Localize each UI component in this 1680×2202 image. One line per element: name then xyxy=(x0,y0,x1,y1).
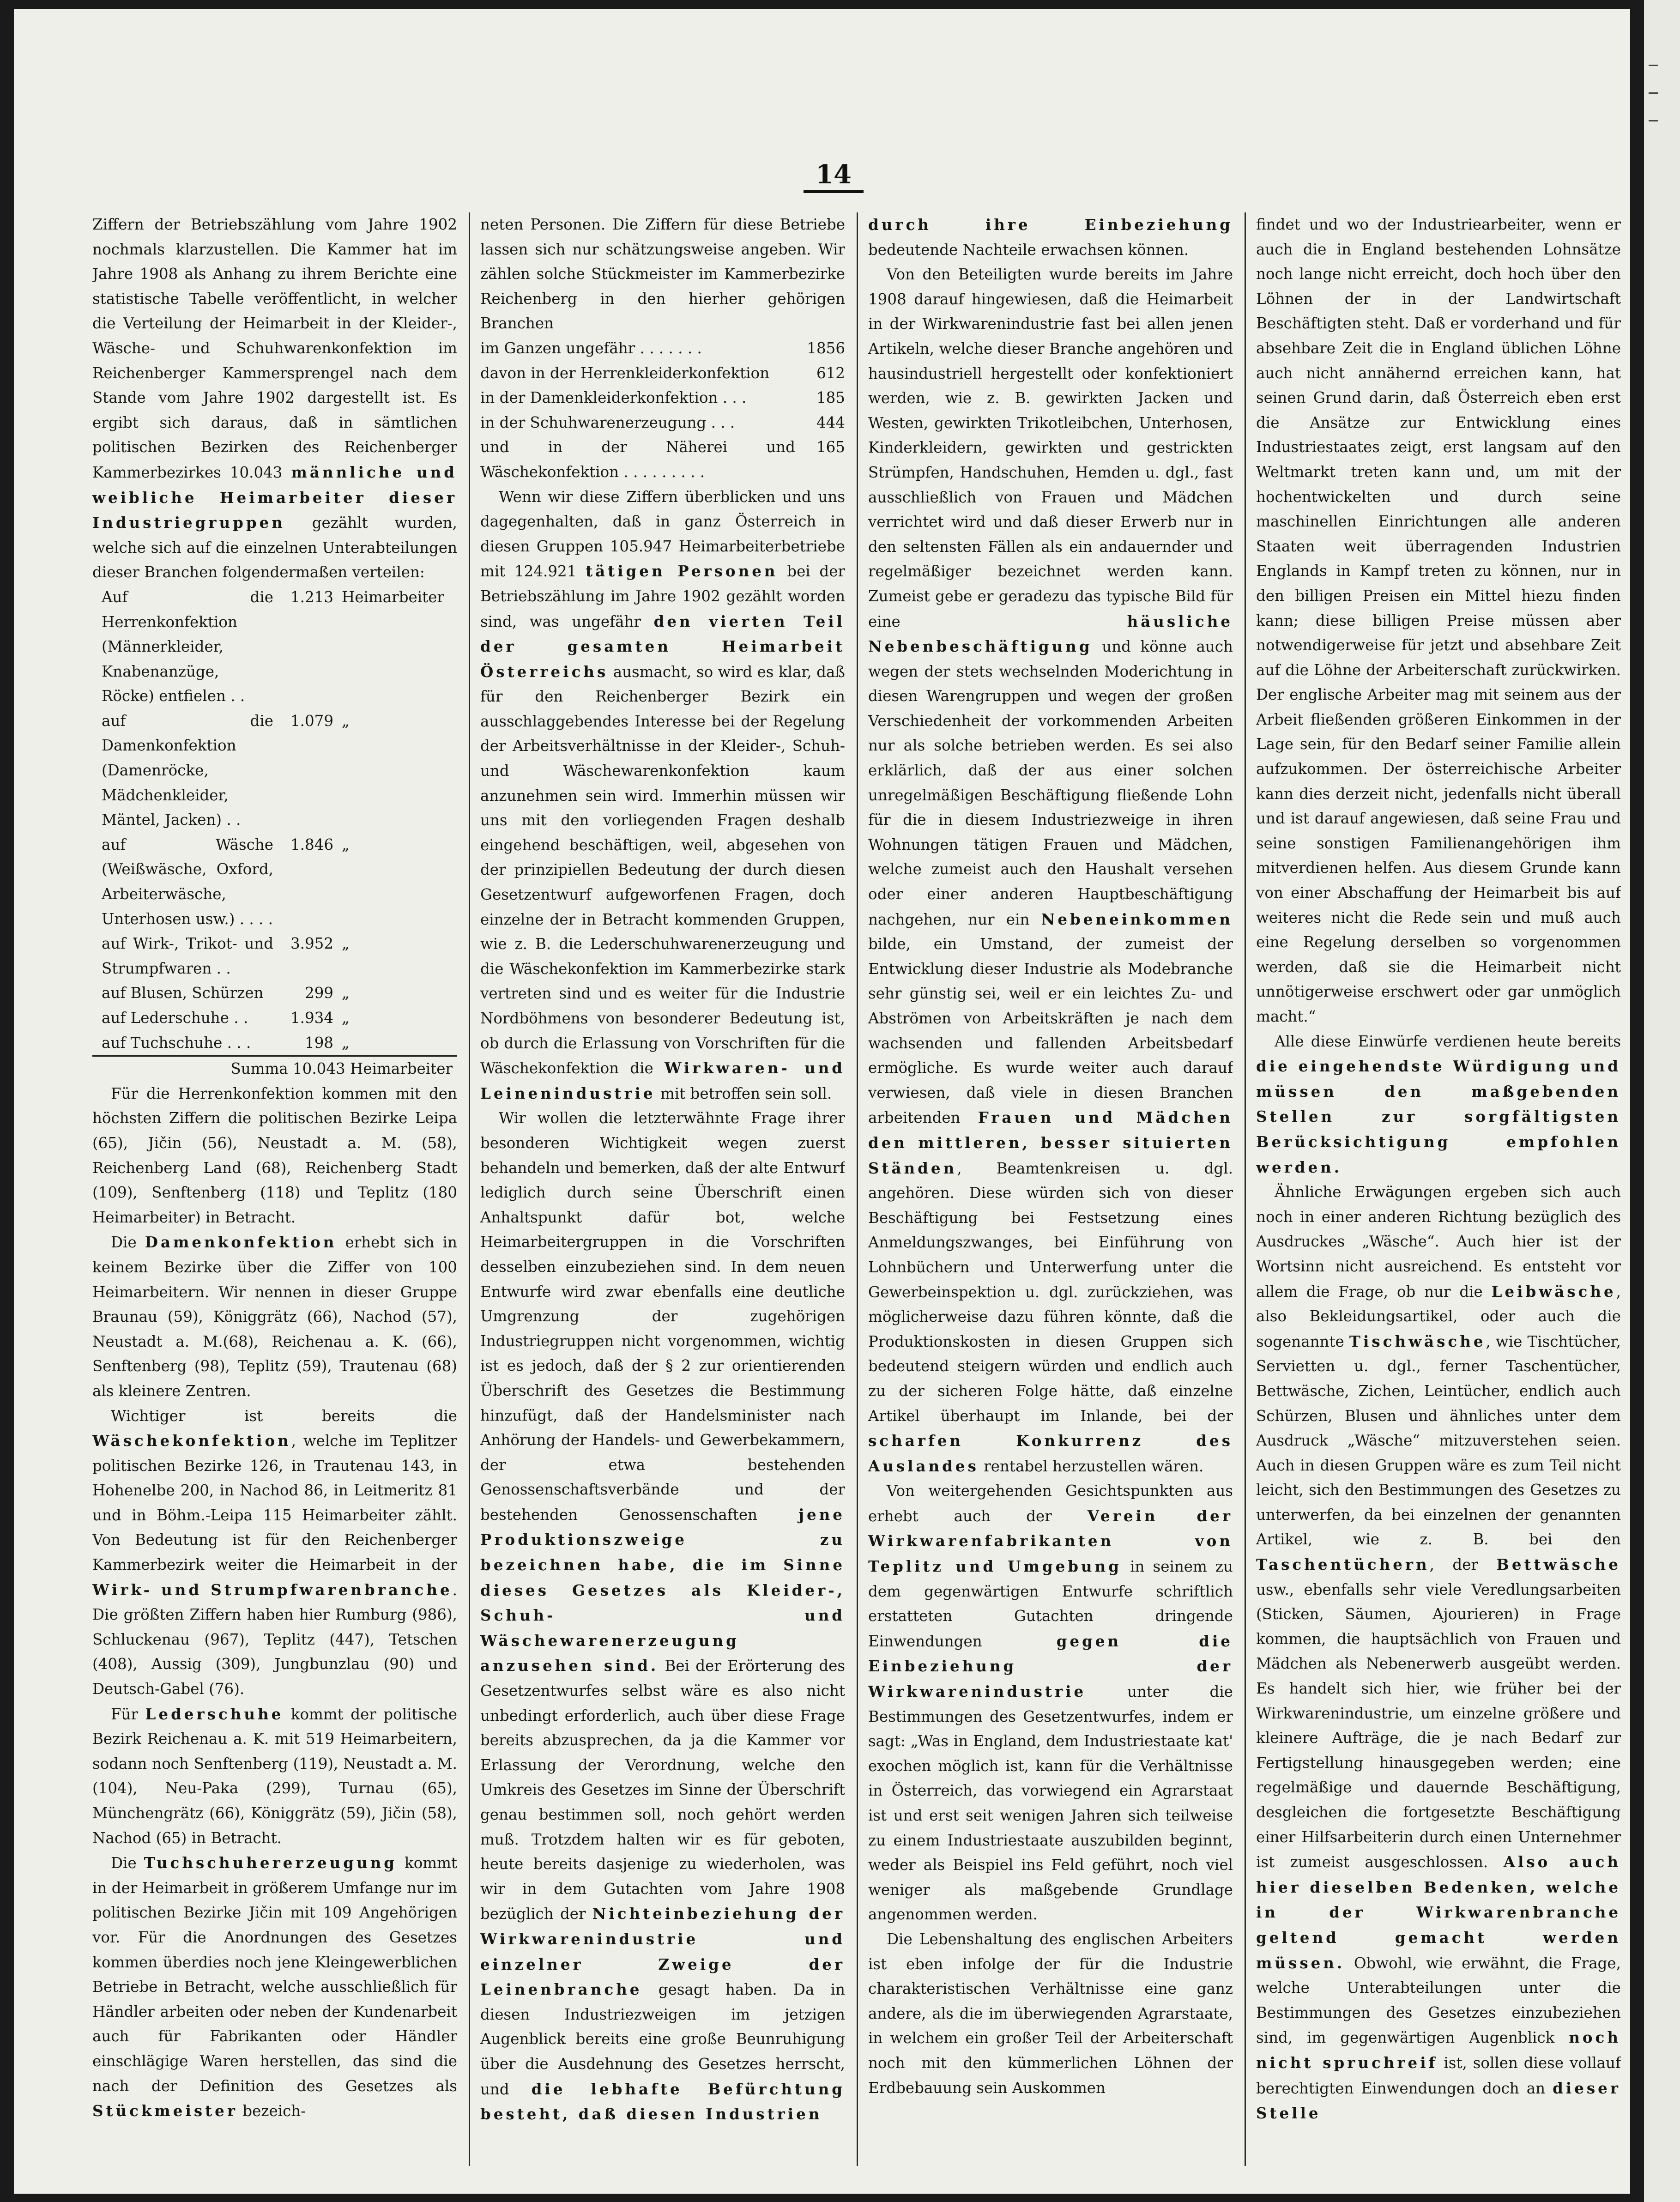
text-columns xyxy=(92,212,1621,2166)
page-number: 14 xyxy=(804,162,864,193)
paragraph: Für die Herrenkonfektion kommen mit den höchsten Ziffern die politischen Bezirke Leipa (65), Jičin (56), Neustadt a. M. (58), Reichenberg Land (68), Reichenberg Stadt (109), Senftenberg (118) und Teplitz (180 Heimarbeiter) in Betracht. xyxy=(92,1084,457,1226)
paragraph: durch ihre Einbeziehung bedeutende Nachteile erwachsen können. xyxy=(868,216,1233,259)
paragraph: Von den Beteiligten wurde bereits im Jahre 1908 darauf hingewiesen, daß die Heimarbeit in der Wirkwarenindustrie fast bei allen jenen Artikeln, welche dieser Branche angehören und hausindustriell hergestellt oder konfektioniert werden, wie z. B. gewirkten Jacken und Westen, gewirkten Trikotleibchen, Unterhosen, Kinderkleidern, gewirkten und gestrickten Strümpfen, Handschuhen, Hemden u. dgl., fast ausschließlich von Frauen und Mädchen verrichtet wird und daß dieser Erwerb nur in den seltensten Fällen als ein andauernder und regelmäßiger bezeichnet werden kann. Zumeist gebe er geradezu das typische Bild für eine häusliche Nebenbeschäftigung und könne auch wegen der stets wechselnden Moderichtung in diesen Warengruppen und wegen der großen Verschiedenheit der vorkommenden Arbeiten nur als solche betrieben werden. Es sei also erklärlich, daß der aus einer solchen unregelmäßigen Beschäftigung fließende Lohn für die in diesem Industriezweige in ihren Wohnungen tätigen Frauen und Mädchen, welche zumeist auch den Haushalt versehen oder einer anderen Hauptbeschäftigung nachgehen, nur ein Nebeneinkommen bilde, ein Umstand, der zumeist der Entwicklung dieser Industrie als Modebranche sehr günstig sei, weil er ein leichtes Zu- und Abströmen von Arbeitskräften je nach dem wachsenden und fallenden Arbeitsbedarf ermögliche. Es wurde weiter auch darauf verwiesen, daß viele in diesen Branchen arbeitenden Frauen und Mädchen den mittleren, besser situierten Ständen, Beamtenkreisen u. dgl. angehören. Diese würden sich von dieser Beschäftigung bei Festsetzung eines Anmeldungszwanges, bei Einführung von Lohnbüchern und Unterwerfung unter die Gewerbeinspektion u. dgl. zurückziehen, was möglicherweise dazu führen könnte, daß die Produktionskosten in diesen Gruppen sich bedeutend steigern würden und endlich auch zu der sicheren Folge hätte, daß einzelne Artikel überhaupt im Inlande, bei der scharfen Konkurrenz des Auslandes rentabel herzustellen wären. xyxy=(868,266,1233,1475)
table-sum: Summa 10.043 Heimarbeiter xyxy=(92,1055,457,1082)
paragraph: Von weitergehenden Gesichtspunkten aus erhebt auch der Verein der Wirkwarenfabrikanten von Teplitz und Umgebung in seinem zu dem gegenwärtigen Entwurfe schriftlich erstatteten Gutachten dringende Einwendungen gegen die Einbeziehung der Wirkwarenindustrie unter die Bestimmungen des Gesetzentwurfes, indem er sagt: „Was in England, dem Industriestaate kat' exochen möglich ist, kann für die Verhältnisse in Österreich, das vorwiegend ein Agrarstaat ist und erst seit wenigen Jahren sich teilweise zu einem Industriestaate auszubilden beginnt, weder als Beispiel ins Feld geführt, noch viel weniger als maßgebende Grundlage angenommen werden. xyxy=(868,1482,1233,1924)
paragraph: Ziffern der Betriebszählung vom Jahre 1902 nochmals klarzustellen. Die Kammer hat im Jahre 1908 als Anhang zu ihrem Berichte eine statistische Tabelle veröffentlicht, in welcher die Verteilung der Heimarbeit in der Kleider-, Wäsche- und Schuhwarenkonfektion im Reichenberger Kammersprengel nach dem Stande vom Jahre 1902 dargestellt ist. Es ergibt sich daraus, daß in sämtlichen politischen Bezirken des Reichenberger Kammerbezirkes 10.043 männliche und weibliche Heimarbeiter dieser Industriegruppen gezählt wurden, welche sich auf die einzelnen Unterabteilungen dieser Branchen folgendermaßen verteilen: xyxy=(92,216,457,581)
table-row: auf Wäsche (Weißwäsche, Oxford, Arbeiterwäsche, Unterhosen usw.) . . . . 1.846 „ xyxy=(102,835,350,928)
table-row: im Ganzen ungefähr . . . . . . . 1856 xyxy=(480,339,845,357)
paragraph: Alle diese Einwürfe verdienen heute bereits die eingehendste Würdigung und müssen den maßgebenden Stellen zur sorgfältigsten Berücksichtigung empfohlen werden. xyxy=(1256,1032,1621,1176)
paragraph: Wir wollen die letzterwähnte Frage ihrer besonderen Wichtigkeit wegen zuerst behandeln und bemerken, daß der alte Entwurf lediglich durch seine Überschrift einen Anhaltspunkt dafür bot, welche Heimarbeitergruppen in die Vorschriften desselben einzubeziehen sind. In dem neuen Entwurfe wird zwar ebenfalls eine deutliche Umgrenzung der zugehörigen Industriegruppen nicht vorgenommen, wichtig ist es jedoch, daß der § 2 zur orientierenden Überschrift des Gesetzes die Bestimmung hinzufügt, daß der Handelsminister nach Anhörung der Handels- und Gewerbekammern, der etwa bestehenden Genossenschaftsverbände und der bestehenden Genossenschaften jene Produktionszweige zu bezeichnen habe, die im Sinne dieses Gesetzes als Kleider-, Schuh- und Wäschewarenerzeugung anzusehen sind. Bei der Erörterung des Gesetzentwurfes selbst wäre es also nicht unbedingt erforderlich, auch über diese Frage bereits abzusprechen, da ja die Kammer vor Erlassung der Verordnung, welche den Umkreis des Gesetzes im Sinne der Überschrift genau bestimmen soll, noch gehört werden muß. Trotzdem halten wir es für geboten, heute bereits dasjenige zu wiederholen, was wir in dem Gutachten vom Jahre 1908 bezüglich der Nichteinbeziehung der Wirkwarenindustrie und einzelner Zweige der Leinenbranche gesagt haben. Da in diesen Industriezweigen im jetzigen Augenblick bereits eine große Beunruhigung über die Ausdehnung des Gesetzes herrscht, und die lebhafte Befürchtung besteht, daß diesen Industrien xyxy=(480,1109,845,2123)
paragraph: Ähnliche Erwägungen ergeben sich auch noch in einer anderen Richtung bezüglich des Ausdruckes „Wäsche“. Auch hier ist der Wortsinn nicht ausreichend. Es entsteht vor allem die Frage, ob nur die Leibwäsche, also Bekleidungsartikel, oder auch die sogenannte Tischwäsche, wie Tischtücher, Servietten u. dgl., ferner Taschentücher, Bettwäsche, Zichen, Leintücher, endlich auch Schürzen, Blusen und ähnliches unter dem Ausdruck „Wäsche“ mitzuverstehen seien. Auch in diesen Gruppen wäre es zum Teil nicht leicht, sich den Bestimmungen des Gesetzes zu unterwerfen, da bei einzelnen der genannten Artikel, wie z. B. bei den Taschentüchern, der Bettwäsche usw., ebenfalls sehr viele Veredlungsarbeiten (Sticken, Säumen, Ajourieren) in Frage kommen, die hauptsächlich von Frauen und Mädchen als Nebenerwerb ausgeübt werden. Es handelt sich hier, wie früher bei der Wirkwarenindustrie, um einzelne größere und kleinere Aufträge, die je nach Bedarf zur Fertigstellung hinausgegeben werden; eine regelmäßige und dauernde Beschäftigung, desgleichen die fortgesetzte Beschäftigung einer Hilfsarbeiterin durch einen Unternehmer ist zumeist ausgeschlossen. Also auch hier dieselben Bedenken, welche in der Wirkwarenbranche geltend gemacht werden müssen. Obwohl, wie erwähnt, die Frage, welche Unterabteilungen unter die Bestimmungen des Gesetzes einzubeziehen sind, im gegenwärtigen Augenblick noch nicht spruchreif ist, sollen diese vollauf berechtigten Einwendungen doch an dieser Stelle xyxy=(1256,1183,1621,2123)
heimarbeiter-table xyxy=(92,585,457,1055)
table-row: auf Wirk-, Trikot- und Strumpfwaren . . 3.952 „ xyxy=(102,935,350,977)
paragraph: Die Tuchschuhererzeugung kommt in der Heimarbeit in größerem Umfange nur im politischen Bezirke Jičin mit 109 Angehörigen vor. Für die Anordnungen des Gesetzes kommen überdies noch jene Kleingewerblichen Betriebe in Betracht, welche ausschließlich für Händler arbeiten oder neben der Kundenarbeit auch für Fabrikanten oder Händler einschlägige Waren herstellen, das sind die nach der Definition des Gesetzes als Stückmeister bezeich- xyxy=(92,1854,457,2120)
table-row: auf Tuchschuhe . . . 198 „ xyxy=(102,1034,350,1052)
table-row: in der Schuhwarenerzeugung . . . 444 xyxy=(480,413,845,431)
table-row: auf Lederschuhe . . 1.934 „ xyxy=(102,1009,350,1027)
paragraph: findet und wo der Industriearbeiter, wenn er auch die in England bestehenden Lohnsätze noch lange nicht erreicht, doch hoch über den Löhnen der in der Landwirtschaft Beschäftigten steht. Daß er vorderhand und für absehbare Zeit die in England üblichen Löhne auch nicht annähernd erreichen kann, hat seinen Grund darin, daß Österreich eben erst die Ansätze zur Entwicklung eines Industriestaates zeigt, erst langsam auf den Weltmarkt treten kann und, um mit der hochentwickelten und durch seine maschinellen Einrichtungen alle anderen Staaten weit überragenden Industrien Englands in Kampf treten zu können, nur in den billigen Preisen ein Mittel hiezu finden kann; diese billigen Preise müssen aber notwendigerweise für jetzt und absehbare Zeit auf die Löhne der Arbeiterschaft zurückwirken. Der englische Arbeiter mag mit seinem aus der Arbeit fließenden größeren Einkommen in der Lage sein, für den Bedarf seiner Familie allein aufzukommen. Der österreichische Arbeiter kann dies derzeit nicht, jedenfalls nicht überall und ist darauf angewiesen, daß seine Frau und seine sonstigen Familienangehörigen ihm mitverdienen helfen. Aus diesem Grunde kann von einer Abschaffung der Heimarbeit bis auf weiteres nicht die Rede sein und muß auch eine Regelung derselben so vorgenommen werden, daß sie die Heimarbeit nicht unnötigerweise erschwert oder gar unmöglich macht.“ xyxy=(1256,216,1621,1025)
table-row: auf Blusen, Schürzen 299 „ xyxy=(102,984,350,1002)
table-row: davon in der Herrenkleiderkonfektion 612 xyxy=(480,364,845,382)
column-1 xyxy=(92,212,457,2166)
table-row: in der Damenkleiderkonfektion . . . 185 xyxy=(480,389,845,407)
table-row: und in der Näherei und Wäschekonfektion . . . . . . . . . 165 xyxy=(480,438,845,481)
table-row: Auf die Herrenkonfektion (Männerkleider, Knabenanzüge, Röcke) entfielen . . 1.213 Heimarbeiter xyxy=(102,588,444,705)
adjacent-page-mark xyxy=(1649,120,1658,121)
column-3 xyxy=(868,212,1233,2166)
stueckmeister-table xyxy=(480,336,845,485)
column-rule xyxy=(469,212,470,2166)
paragraph: Für Lederschuhe kommt der politische Bezirk Reichenau a. K. mit 519 Heimarbeitern, sodann noch Senftenberg (119), Neustadt a. M. (104), Neu-Paka (299), Turnau (65), Münchengrätz (66), Königgrätz (59), Jičin (58), Nachod (65) in Betracht. xyxy=(92,1705,457,1847)
column-4 xyxy=(1256,212,1621,2166)
column-rule xyxy=(857,212,858,2166)
table-row: auf die Damenkonfektion (Damenröcke, Mädchenkleider, Mäntel, Jacken) . . 1.079 „ xyxy=(102,712,350,829)
paragraph: Wichtiger ist bereits die Wäschekonfektion, welche im Teplitzer politischen Bezirke 126, in Trautenau 143, in Hohenelbe 200, in Nachod 86, in Leitmeritz 81 und in Böhm.-Leipa 115 Heimarbeiter zählt. Von Bedeutung ist für den Reichenberger Kammerbezirk weiter die Heimarbeit in der Wirk- und Strumpfwarenbranche. Die größten Ziffern haben hier Rumburg (986), Schluckenau (967), Teplitz (447), Tetschen (408), Aussig (309), Jungbunzlau (90) und Deutsch-Gabel (76). xyxy=(92,1407,457,1698)
adjacent-page-mark xyxy=(1649,65,1658,66)
paragraph: Die Lebenshaltung des englischen Arbeiters ist eben infolge der für die Industrie charakteristischen Verhältnisse eine ganz andere, als die im überwiegenden Agrarstaate, in welchem ein großer Teil der Arbeiterschaft noch mit den kümmerlichen Löhnen der Erdbebauung sein Auskommen xyxy=(868,1930,1233,2097)
column-rule xyxy=(1245,212,1246,2166)
paragraph: Wenn wir diese Ziffern überblicken und uns dagegenhalten, daß in ganz Österreich in diesen Gruppen 105.947 Heimarbeiterbetriebe mit 124.921 tätigen Personen bei der Betriebszählung im Jahre 1902 gezählt worden sind, was ungefähr den vierten Teil der gesamten Heimarbeit Österreichs ausmacht, so wird es klar, daß für den Reichenberger Bezirk ein ausschlaggebendes Interesse bei der Regelung der Arbeitsverhältnisse in der Kleider-, Schuh- und Wäschewarenkonfektion kaum anzunehmen sein wird. Immerhin müssen wir uns mit den vorliegenden Fragen deshalb eingehend beschäftigen, weil, abgesehen von der prinzipiellen Bedeutung der durch diesen Gesetzentwurf aufgeworfenen Fragen, doch einzelne der in Betracht kommenden Gruppen, wie z. B. die Lederschuhwarenerzeugung und die Wäschekonfektion im Kammerbezirke stark vertreten sind und es weiter für die Industrie Nordböhmens von besonderer Bedeutung ist, ob durch die Erlassung von Vorschriften für die Wäschekonfektion die Wirkwaren- und Leinenindustrie mit betroffen sein soll. xyxy=(480,488,845,1102)
newspaper-page xyxy=(14,9,1630,2194)
paragraph: neten Personen. Die Ziffern für diese Betriebe lassen sich nur schätzungsweise angeben. Wir zählen solche Stückmeister im Kammerbezirke Reichenberg in den hierher gehörigen Branchen xyxy=(480,216,845,333)
adjacent-page-mark xyxy=(1649,92,1658,94)
paragraph: Die Damenkonfektion erhebt sich in keinem Bezirke über die Ziffer von 100 Heimarbeitern. Wir nennen in dieser Gruppe Braunau (59), Königgrätz (66), Nachod (57), Neustadt a. M.(68), Reichenau a. K. (66), Senftenberg (98), Teplitz (59), Trautenau (68) als kleinere Zentren. xyxy=(92,1233,457,1400)
column-2 xyxy=(480,212,845,2166)
adjacent-page-edge xyxy=(1644,0,1680,2202)
